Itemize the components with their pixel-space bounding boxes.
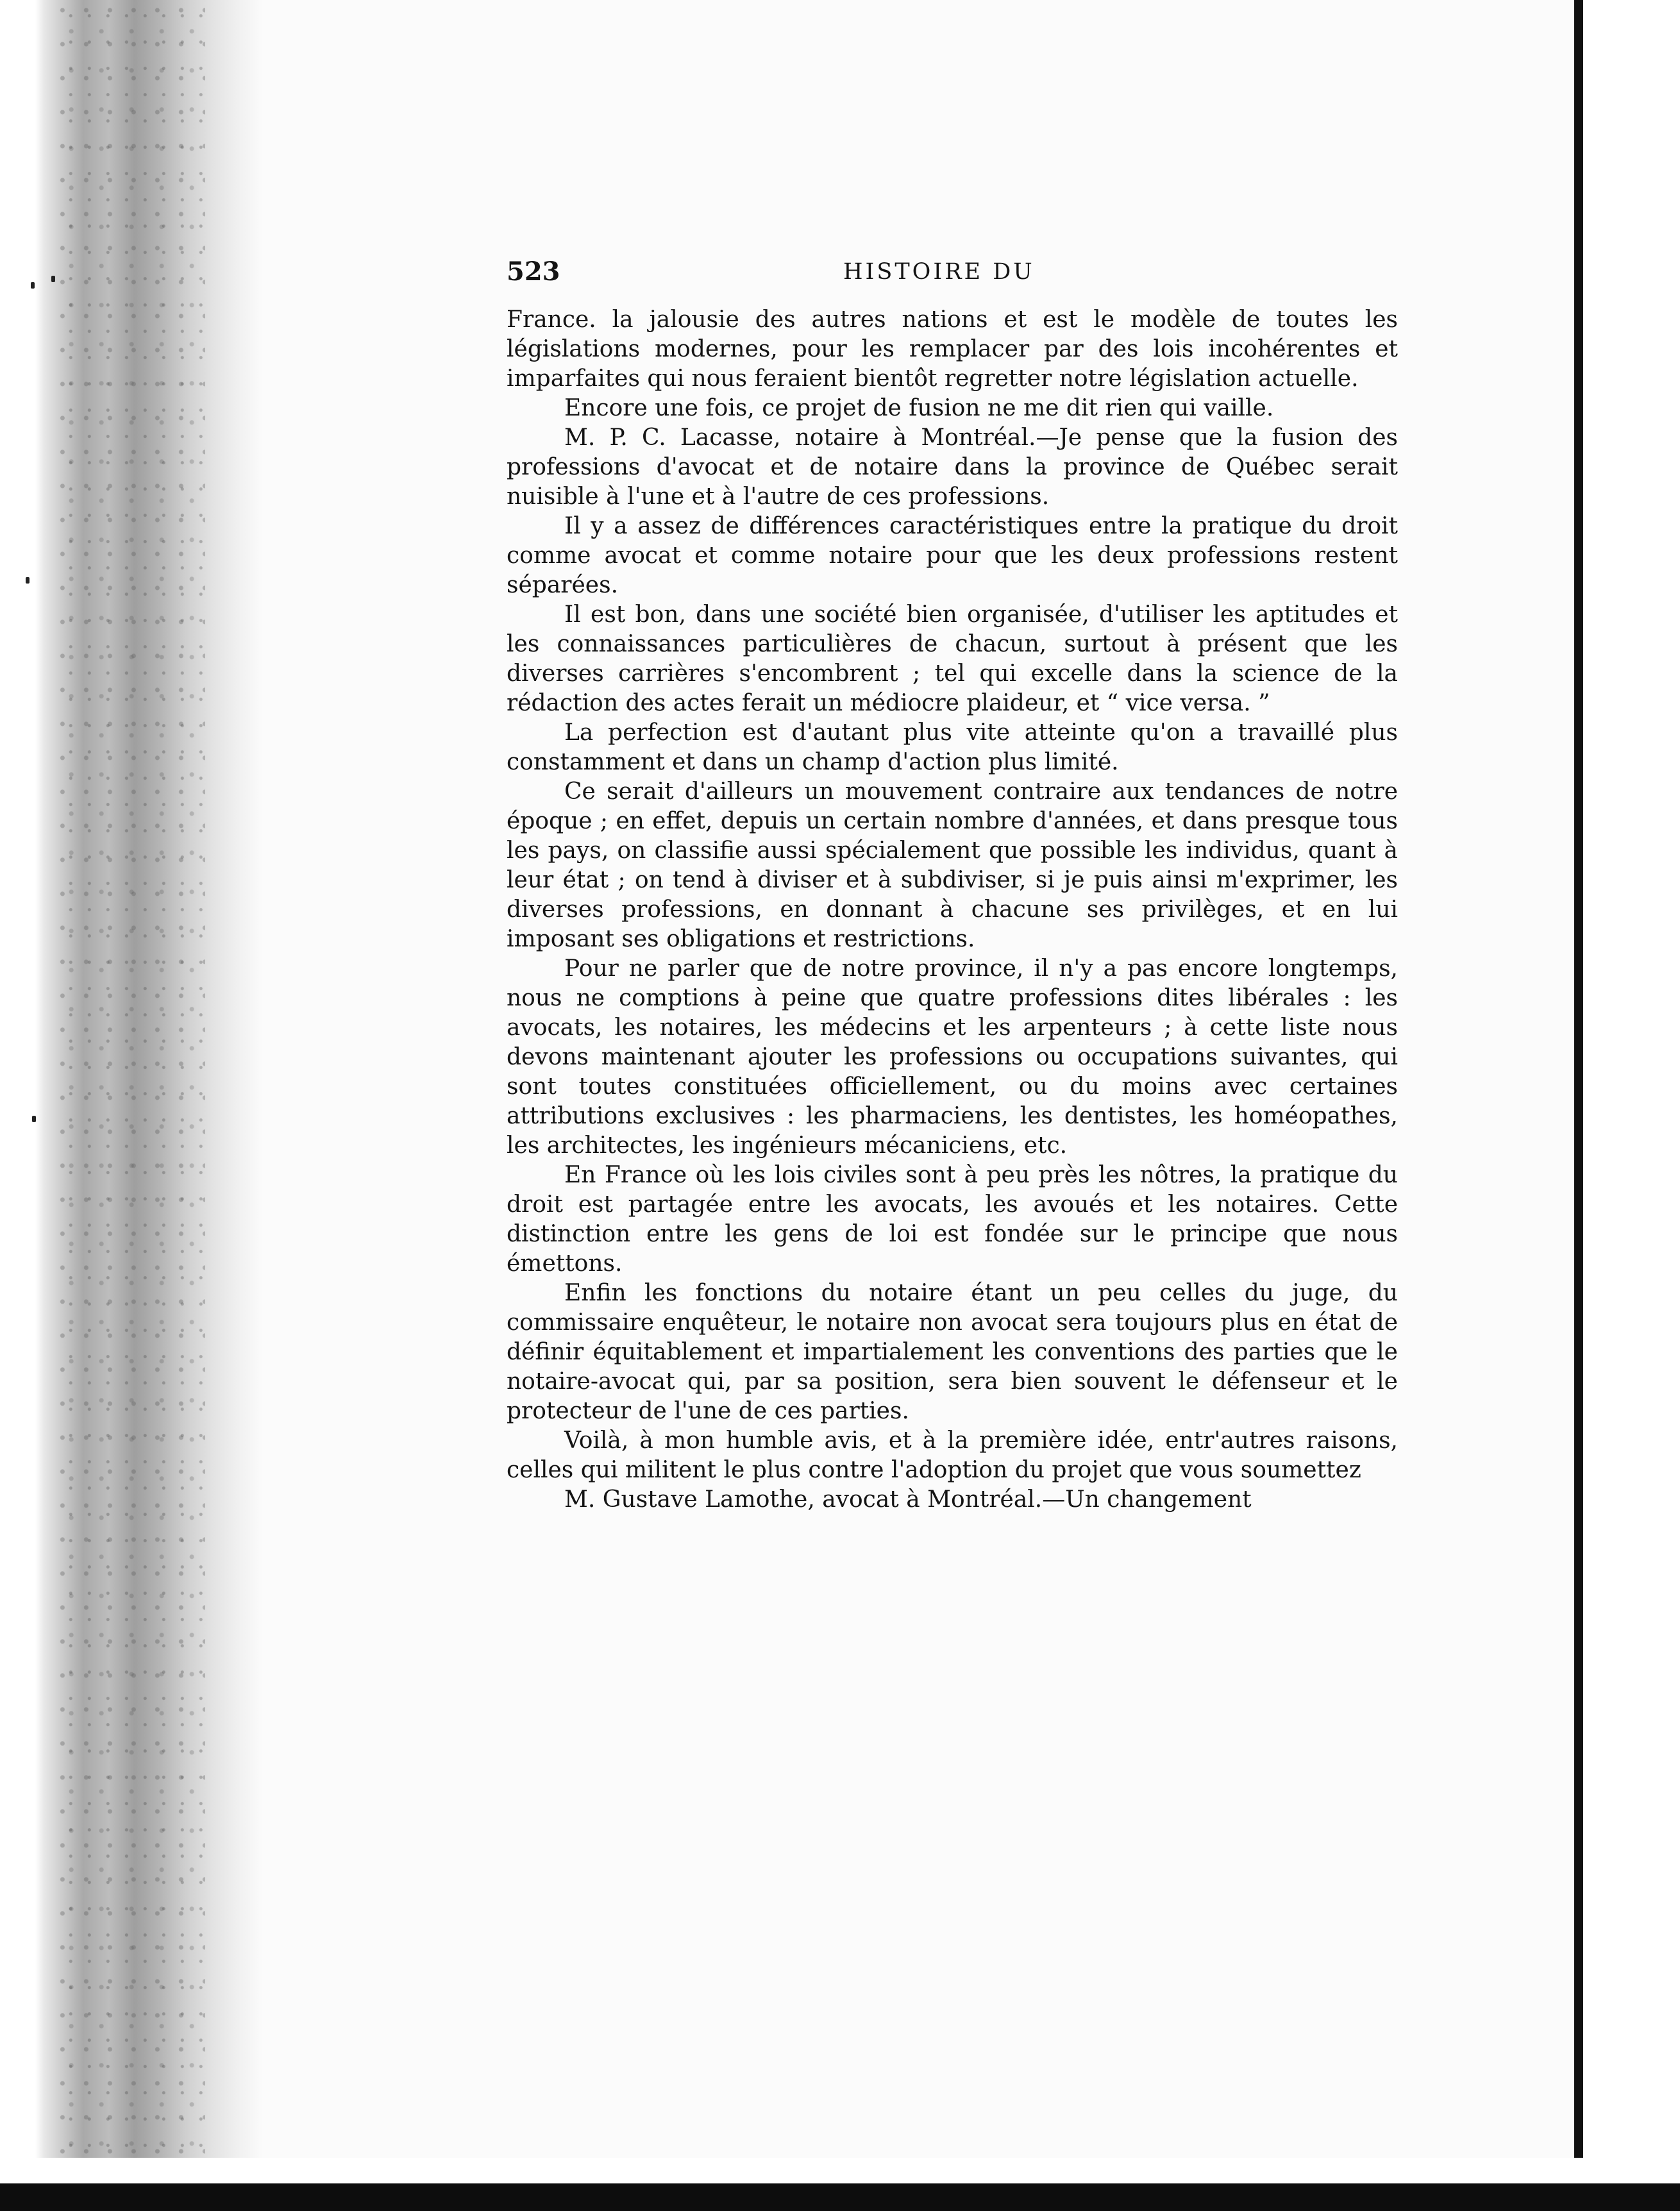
edge-speck [51,276,55,282]
page-bottom-edge [0,2183,1680,2211]
page-edge-right [1574,0,1680,2211]
paragraph: France. la jalousie des autres nations et est le modèle de toutes les législations modernes, pour les remplacer par des lois incohérentes et imparfaites qui nous feraient bientôt regretter notre législation actuelle. [507,307,1398,392]
gutter-speckle [58,0,205,2211]
running-head [507,256,1398,301]
edge-speck [32,1116,36,1122]
text-block [507,256,1398,1515]
edge-speck [26,577,29,584]
paragraph: M. P. C. Lacasse, notaire à Montréal.—Je pense que la fusion des professions d'avocat et de notaire dans la province de Québec serait nuisible à l'une et à l'autre de ces professions. [507,425,1398,510]
paragraph: Pour ne parler que de notre province, il n'y a pas encore longtemps, nous ne comptions à peine que quatre professions dites libérales : les avocats, les notaires, les médecins et les arpenteurs ; à cette liste nous devons maintenant ajouter les professions ou occupations suivantes, qui sont toutes constituées officiellement, ou du moins avec certaines attributions exclusives : les pharmaciens, les dentistes, les homéopathes, les architectes, les ingénieurs mécaniciens, etc. [507,955,1398,1159]
paragraph: La perfection est d'autant plus vite atteinte qu'on a travaillé plus constamment et dans un champ d'action plus limité. [507,719,1398,775]
paragraph: Ce serait d'ailleurs un mouvement contraire aux tendances de notre époque ; en effet, depuis un certain nombre d'années, et dans presque tous les pays, on classifie aussi spécialement que possible les individus, quant à leur état ; on tend à diviser et à subdiviser, si je puis ainsi m'exprimer, les diverses professions, en donnant à chacune ses privilèges, et en lui imposant ses obligations et restrictions. [507,778,1398,952]
running-head-title: HISTOIRE DU [843,259,1035,285]
paragraph: Il y a assez de différences caractéristiques entre la pratique du droit comme avocat et comme notaire pour que les deux professions restent séparées. [507,513,1398,598]
page-number: 523 [507,256,560,287]
paragraph: Voilà, à mon humble avis, et à la première idée, entr'autres raisons, celles qui militent le plus contre l'adoption du projet que vous soumettez [507,1427,1398,1483]
paragraph: Il est bon, dans une société bien organisée, d'utiliser les aptitudes et les connaissances particulières de chacun, surtout à présent que les diverses carrières s'encombrent ; tel qui excelle dans la science de la rédaction des actes ferait un médiocre plaideur, et “ vice versa. ” [507,601,1398,716]
paragraph: M. Gustave Lamothe, avocat à Montréal.—Un changement [564,1486,1252,1513]
paragraph: En France où les lois civiles sont à peu près les nôtres, la pratique du droit est partagée entre les avocats, les avoués et les notaires. Cette distinction entre les gens de loi est fondée sur le principe que nous émettons. [507,1162,1398,1277]
paragraph: Encore une fois, ce projet de fusion ne me dit rien qui vaille. [564,395,1274,421]
paragraph: Enfin les fonctions du notaire étant un peu celles du juge, du commissaire enquêteur, le notaire non avocat sera toujours plus en état de définir équitablement et impartialement les conventions des parties que le notaire-avocat qui, par sa position, sera bien souvent le défenseur et le protecteur de l'une de ces parties. [507,1280,1398,1424]
edge-speck [31,282,35,289]
